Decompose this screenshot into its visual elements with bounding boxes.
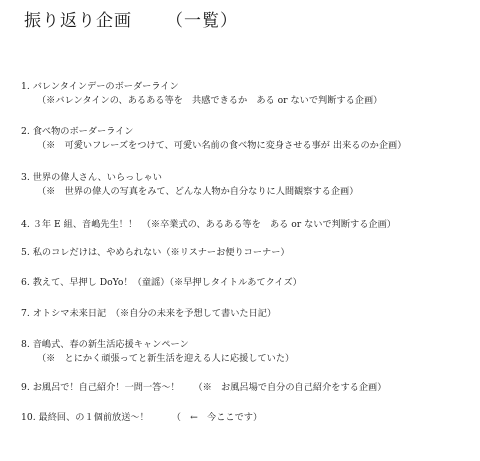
item-title: バレンタインデーのボーダーライン [32,81,179,92]
item-title: 音嶋式、春の新生活応援キャンペーン [32,339,189,350]
item-number: 5. [21,247,30,258]
item-title: 世界の偉人さん、いらっしゃい [32,172,162,183]
list-item [21,307,471,321]
list-item [21,276,471,290]
list-item [21,171,471,199]
title-suffix: （一覧） [166,11,238,31]
item-number: 1. [21,81,30,92]
item-number: 4. [21,219,30,230]
item-title: オトシマ未来日記 （※自分の未来を予想して書いた日記） [32,308,277,319]
item-title: ３年 E 組、音嶋先生！！ （※卒業式の、あるある等を ある or ないで判断する企画） [32,219,396,230]
item-number: 6. [21,277,30,288]
list-item [21,246,471,260]
item-note: （※ 可愛いフレーズをつけて、可愛い名前の食べ物に変身させる事が 出来るのか企画） [37,139,407,151]
title-text: 振り返り企画 [24,11,132,31]
item-title: 最終回、の１個前放送～！ （ ← 今ここです） [38,412,263,423]
item-title: 私のコレだけは、やめられない（※リスナーお便りコーナー） [32,247,290,258]
list-item [21,338,471,366]
item-title: お風呂で！自己紹介！一問一答～！ （※ お風呂場で自分の自己紹介をする企画） [32,382,387,393]
item-note: （※ 世界の偉人の写真をみて、どんな人物か自分なりに人間観察する企画） [37,185,359,197]
item-title: 食べ物のボーダーライン [32,126,134,137]
item-title: 教えて、早押し DoYo！（童謡）（※早押しタイトルあてクイズ） [32,277,302,288]
item-note: （※バレンタインの、あるある等を 共感できるか ある or ないで判断する企画） [37,94,383,106]
list-item [21,218,471,232]
item-number: 7. [21,308,30,319]
list-item [21,80,471,108]
list-item [21,411,471,425]
item-number: 2. [21,126,30,137]
list-item [21,125,471,153]
item-number: 10. [21,412,36,423]
item-note: （※ とにかく頑張ってと新生活を迎える人に応援していた） [37,352,295,364]
list-item [21,381,471,395]
item-number: 3. [21,172,30,183]
item-number: 8. [21,339,30,350]
item-number: 9. [21,382,30,393]
page-title [24,6,238,31]
